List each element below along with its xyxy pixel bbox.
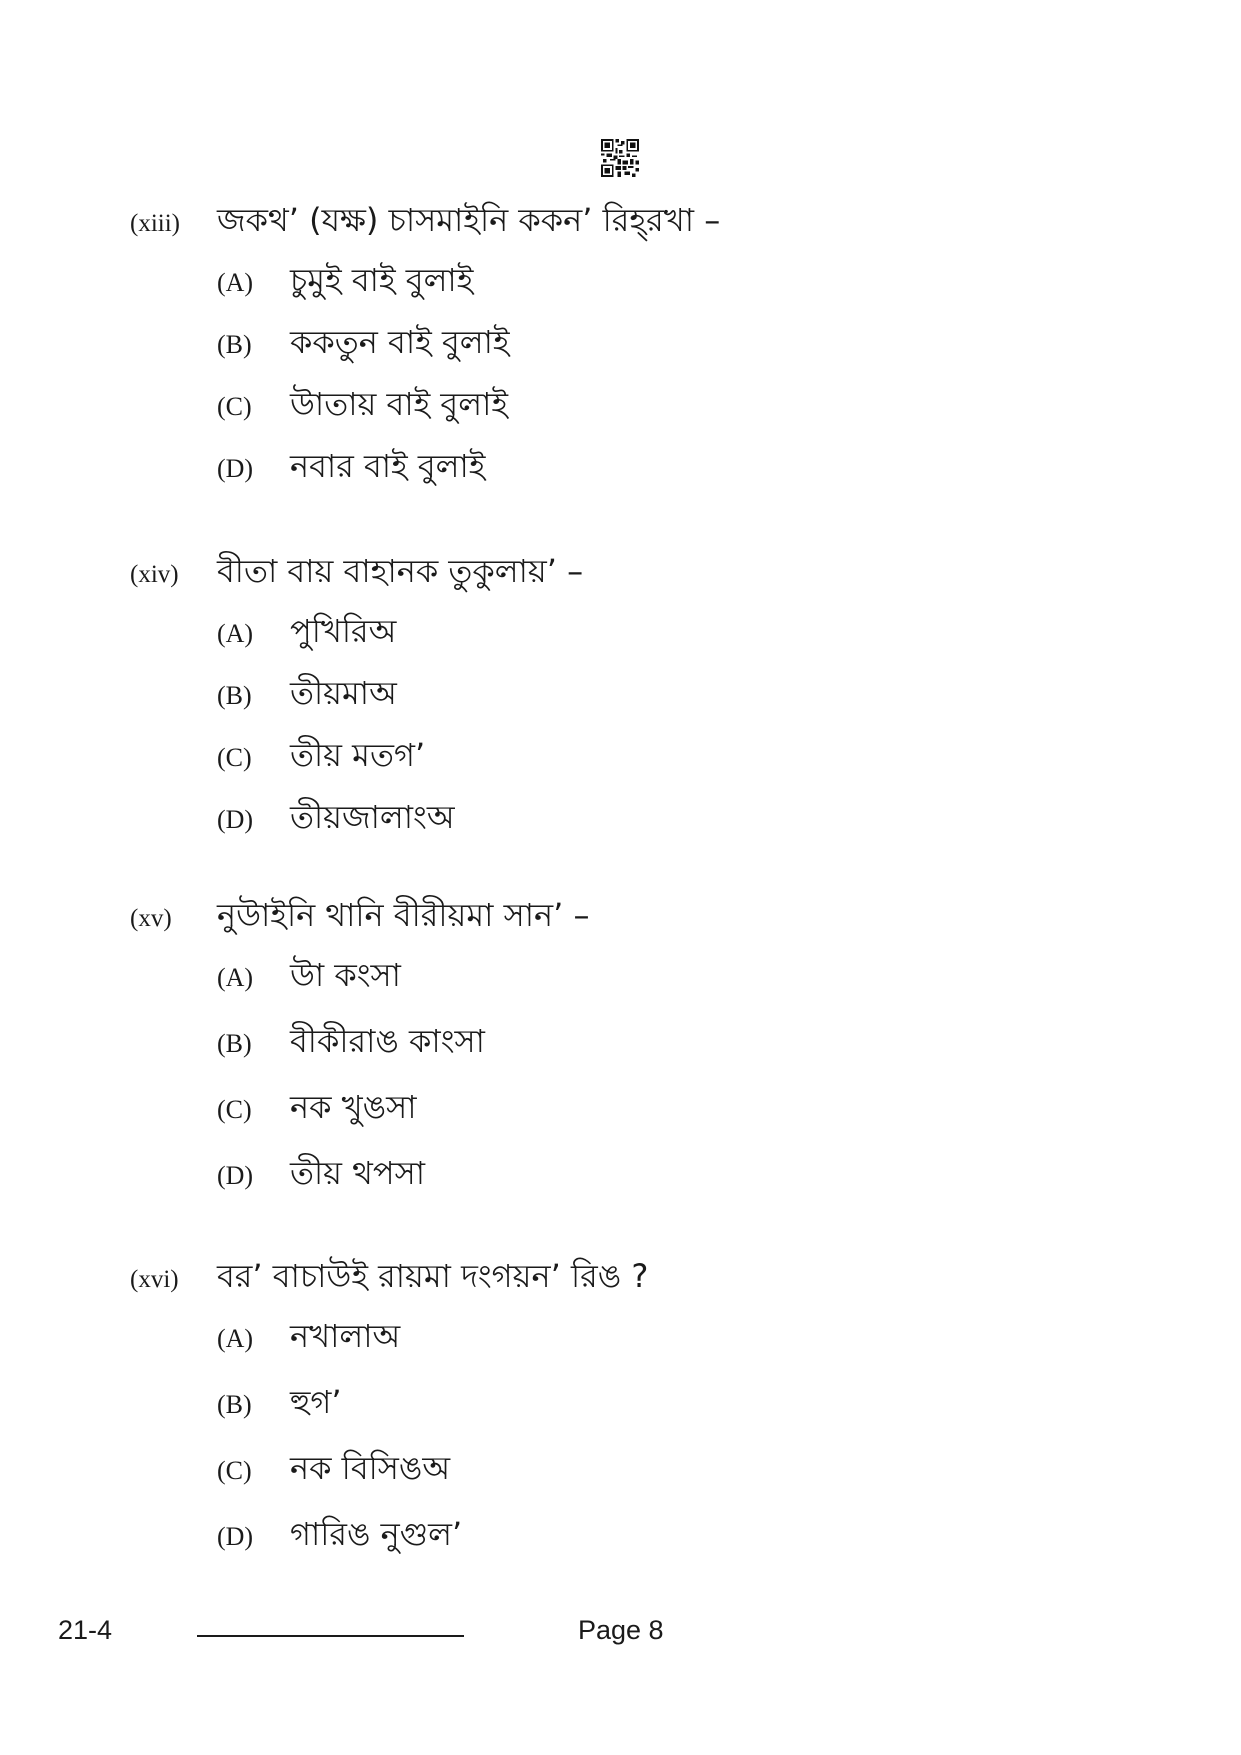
option-text: চুমুই বাই বুলাই [290,261,474,299]
option-letter: (C) [217,1095,252,1124]
option-d [217,441,1130,503]
question-number: (xv) [130,905,172,932]
option-c [217,379,1130,441]
question-stem [130,890,1130,950]
option-c [217,1082,1130,1148]
option-text: ককতুন বাই বুলাই [290,323,510,361]
question-text: বীতা বায় বাহানক তুকুলায়’ – [217,552,584,590]
option-a [217,950,1130,1016]
option-b [217,317,1130,379]
option-letter: (C) [217,743,252,772]
option-b [217,1016,1130,1082]
question-xiii [130,195,1130,503]
option-a [217,606,1130,668]
option-text: তীয় থপসা [290,1154,426,1192]
question-number: (xiv) [130,561,179,588]
question-text: জকথ’ (যক্ষ) চাসমাইনি ককন’ রিহ্‌রখা – [217,201,721,239]
option-letter: (B) [217,1029,252,1058]
question-stem [130,546,1130,606]
option-text: তীয়জালাংঅ [290,798,455,836]
option-b [217,668,1130,730]
option-c [217,730,1130,792]
option-d [217,792,1130,854]
option-text: নক খুঙসা [290,1088,417,1126]
question-text: বর’ বাচাউই রায়মা দংগয়ন’ রিঙ ? [217,1257,649,1295]
option-text: গারিঙ নুগুল’ [290,1515,463,1553]
question-xv [130,890,1130,1214]
question-xvi [130,1251,1130,1575]
option-a [217,1311,1130,1377]
option-c [217,1443,1130,1509]
option-text: উাতায় বাই বুলাই [290,385,509,423]
question-text: নুউাইনি থানি বীরীয়মা সান’ – [217,896,590,934]
question-number: (xvi) [130,1266,179,1293]
option-letter: (A) [217,963,254,992]
question-stem [130,195,1130,255]
option-letter: (A) [217,268,254,297]
question-stem [130,1251,1130,1311]
question-number: (xiii) [130,210,180,237]
option-letter: (D) [217,1522,254,1551]
option-text: হুগ’ [290,1383,342,1421]
option-b [217,1377,1130,1443]
option-text: নবার বাই বুলাই [290,447,486,485]
option-letter: (A) [217,1324,254,1353]
option-text: তীয় মতগ’ [290,736,426,774]
option-d [217,1509,1130,1575]
option-letter: (C) [217,392,252,421]
option-text: নক বিসিঙঅ [290,1449,451,1487]
option-letter: (D) [217,1161,254,1190]
option-letter: (B) [217,330,252,359]
option-text: তীয়মাঅ [290,674,397,712]
footer-divider [197,1635,464,1637]
page-number: Page 8 [578,1615,664,1645]
option-text: বীকীরাঙ কাংসা [290,1022,485,1060]
qr-code-icon [601,139,639,177]
option-text: পুখিরিঅ [290,612,397,650]
option-letter: (B) [217,1390,252,1419]
option-text: নখালাঅ [290,1317,401,1355]
option-letter: (C) [217,1456,252,1485]
option-d [217,1148,1130,1214]
page-footer [0,1615,1241,1655]
option-letter: (D) [217,454,254,483]
option-a [217,255,1130,317]
option-letter: (A) [217,619,254,648]
option-letter: (D) [217,805,254,834]
question-xiv [130,546,1130,854]
paper-code: 21-4 [58,1615,113,1645]
option-text: উা কংসা [290,956,401,994]
option-letter: (B) [217,681,252,710]
